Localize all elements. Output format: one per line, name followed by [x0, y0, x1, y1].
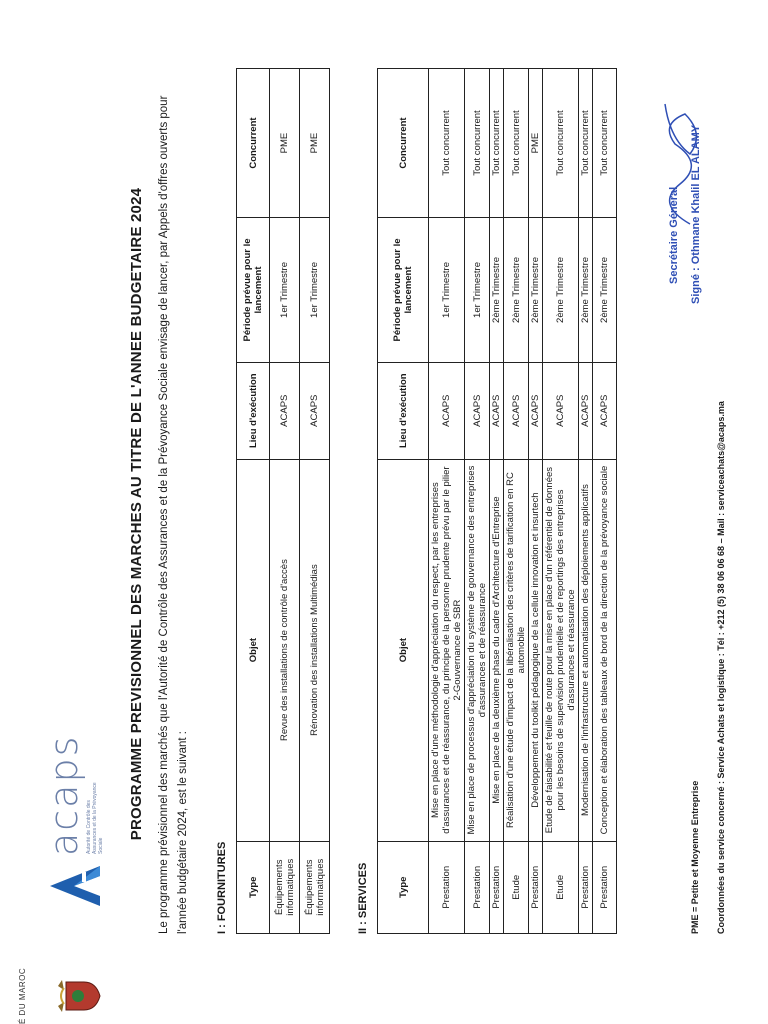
cell-type: Etude — [504, 841, 529, 933]
cell-periode: 2ème Trimestre — [579, 218, 593, 363]
section-fournitures-label: I : FOURNITURES — [216, 841, 228, 934]
intro-paragraph: Le programme prévisionnel des marchés que l'Autorité de Contrôle des Assurances et de la Prévoyance Sociale envisage de lancer, par Appels d'offres ouverts pour l'année budgétaire 2024, est le suivant : — [158, 95, 189, 934]
fournitures-table — [236, 68, 330, 934]
table-row — [490, 69, 504, 934]
cell-lieu: ACAPS — [504, 362, 529, 459]
table-row — [593, 69, 617, 934]
cell-concurrent: Tout concurrent — [593, 69, 617, 218]
cell-objet: Conception et élaboration des tableaux de bord de la direction de la prévoyance sociale — [593, 459, 617, 841]
table-row — [300, 69, 330, 934]
cell-concurrent: PME — [529, 69, 543, 218]
cell-periode: 1er Trimestre — [465, 218, 490, 363]
cell-periode: 1er Trimestre — [429, 218, 465, 363]
cell-lieu: ACAPS — [579, 362, 593, 459]
cell-type: Équipements informatiques — [300, 841, 330, 933]
col-header-objet: Objet — [237, 459, 270, 841]
cell-periode: 2ème Trimestre — [490, 218, 504, 363]
signature-title: Secrétaire Général — [668, 186, 680, 284]
cell-periode: 2ème Trimestre — [593, 218, 617, 363]
section-services-label: II : SERVICES — [357, 862, 369, 934]
cell-lieu: ACAPS — [593, 362, 617, 459]
cell-periode: 2ème Trimestre — [543, 218, 579, 363]
col-header-concurrent: Concurrent — [378, 69, 429, 218]
cell-concurrent: Tout concurrent — [579, 69, 593, 218]
crest-caption: É DU MAROC — [18, 967, 27, 1024]
crest-icon — [56, 976, 102, 1016]
col-header-type: Type — [237, 841, 270, 933]
cell-lieu: ACAPS — [270, 362, 300, 459]
cell-objet: Développement du toolkit pédagogique de la cellule innovation et insurtech — [529, 459, 543, 841]
cell-type: Prestation — [490, 841, 504, 933]
cell-type: Prestation — [429, 841, 465, 933]
cell-lieu: ACAPS — [529, 362, 543, 459]
cell-concurrent: Tout concurrent — [504, 69, 529, 218]
table-row — [543, 69, 579, 934]
signature-scrawl-icon — [650, 94, 710, 234]
col-header-periode: Période prévue pour le lancement — [378, 218, 429, 363]
cell-periode: 1er Trimestre — [270, 218, 300, 363]
table-row — [579, 69, 593, 934]
col-header-periode: Période prévue pour le lancement — [237, 218, 270, 363]
cell-periode: 2ème Trimestre — [529, 218, 543, 363]
cell-objet: Rénovation des installations Multimédias — [300, 459, 330, 841]
cell-lieu: ACAPS — [543, 362, 579, 459]
cell-type: Équipements informatiques — [270, 841, 300, 933]
cell-lieu: ACAPS — [300, 362, 330, 459]
col-header-objet: Objet — [378, 459, 429, 841]
table-row — [465, 69, 490, 934]
contact-info: Coordonnées du service concerné : Service Achats et logistique : Tél : +212 (5) 38 06 06 68 – Mail : serviceachats@acaps.ma — [716, 401, 726, 934]
cell-concurrent: Tout concurrent — [490, 69, 504, 218]
col-header-lieu: Lieu d'exécution — [378, 362, 429, 459]
pme-footnote: PME = Petite et Moyenne Entreprise — [690, 780, 700, 934]
cell-objet: Mise en place d'une méthodologie d'appréciation du respect, par les entreprises d'assurances et de réassurance, du principe de la personne prudente prévu par le pilier 2-Gouvernance de SBR — [429, 459, 465, 841]
col-header-lieu: Lieu d'exécution — [237, 362, 270, 459]
table-row — [429, 69, 465, 934]
logo-subtitle: Autorité de Contrôle des Assurances et de la Prévoyance Sociale — [86, 782, 104, 854]
cell-type: Prestation — [593, 841, 617, 933]
table-row — [529, 69, 543, 934]
col-header-concurrent: Concurrent — [237, 69, 270, 218]
cell-lieu: ACAPS — [490, 362, 504, 459]
cell-type: Etude — [543, 841, 579, 933]
cell-type: Prestation — [579, 841, 593, 933]
cell-periode: 1er Trimestre — [300, 218, 330, 363]
cell-concurrent: Tout concurrent — [543, 69, 579, 218]
logo-wordmark: acaps — [42, 734, 86, 856]
cell-type: Prestation — [529, 841, 543, 933]
cell-concurrent: Tout concurrent — [429, 69, 465, 218]
cell-objet: Revue des installations de contrôle d'accès — [270, 459, 300, 841]
cell-objet: Etude de faisabilité et feuille de route pour la mise en place d'un référentiel de données pour les besoins de supervision prudentielle et de reportings des entreprises d'assurances et réassurance — [543, 459, 579, 841]
col-header-type: Type — [378, 841, 429, 933]
cell-objet: Mise en place de processus d'appréciation du système de gouvernance des entreprises d'assurances et de réassurance — [465, 459, 490, 841]
cell-concurrent: PME — [270, 69, 300, 218]
table-header-row — [378, 69, 429, 934]
signature-name: Signé : Othmane Khalil EL ALAMY — [690, 124, 702, 304]
cell-objet: Réalisation d'une étude d'impact de la libéralisation des critères de tarification en RC automobile — [504, 459, 529, 841]
page-title: PROGRAMME PREVISIONNEL DES MARCHES AU TITRE DE L'ANNEE BUDGETAIRE 2024 — [128, 187, 145, 841]
table-row — [504, 69, 529, 934]
cell-objet: Mise en place de la deuxième phase du cadre d'Architecture d'Entreprise — [490, 459, 504, 841]
cell-type: Prestation — [465, 841, 490, 933]
cell-periode: 2ème Trimestre — [504, 218, 529, 363]
cell-concurrent: Tout concurrent — [465, 69, 490, 218]
cell-concurrent: PME — [300, 69, 330, 218]
services-table — [377, 68, 617, 934]
cell-objet: Modernisation de l'infrastructure et automatisation des déploiements applicatifs — [579, 459, 593, 841]
table-row — [270, 69, 300, 934]
cell-lieu: ACAPS — [429, 362, 465, 459]
cell-lieu: ACAPS — [465, 362, 490, 459]
table-header-row — [237, 69, 270, 934]
